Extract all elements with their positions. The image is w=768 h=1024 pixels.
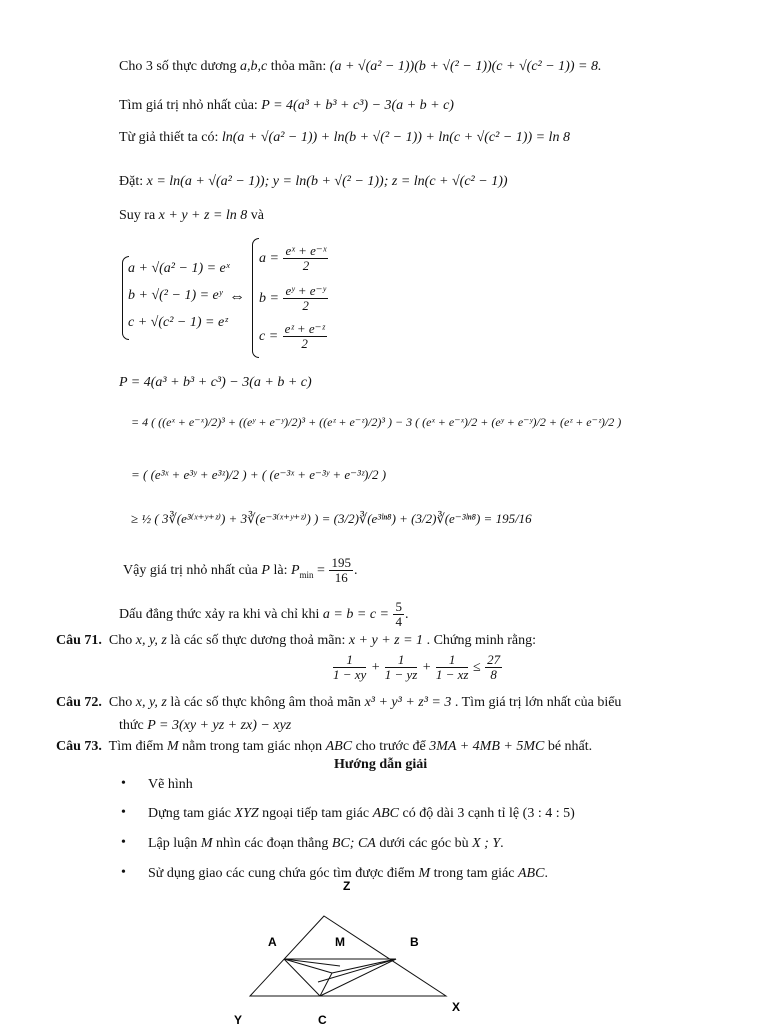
variables: x, y, z <box>135 633 167 648</box>
intro-line-1 <box>119 59 601 75</box>
lhs: c = <box>259 329 279 345</box>
intro-line-5 <box>119 208 264 224</box>
numerator: eˣ + e⁻ˣ <box>285 243 327 258</box>
numerator: 5 <box>395 599 402 614</box>
bullet-icon: • <box>121 805 126 820</box>
expression: P = 3(xy + yz + zx) − xyz <box>147 718 292 733</box>
step-text: dưới các góc bù <box>379 836 469 851</box>
intro-line-4 <box>119 174 508 190</box>
conclusion-line: Vậy giá trị nhỏ nhất của P là: $P_{min}$ = $\frac{195}{16}$ . <box>123 555 358 586</box>
question-73 <box>56 739 592 755</box>
step-text: nhìn các đoạn thẳng <box>216 836 329 851</box>
conclusion-text: là: <box>273 563 288 579</box>
bullet-icon: • <box>121 865 126 880</box>
calc-line-3: = ( (e³ˣ + e³ʸ + e³ᶻ)/2 ) + ( (e⁻³ˣ + e⁻³ʸ + e⁻³ᶻ)/2 ) <box>131 467 387 482</box>
step-text: có độ dài 3 cạnh tỉ lệ <box>402 806 520 821</box>
question-72-line-2 <box>119 718 291 734</box>
triangle-xyz <box>250 916 446 996</box>
numerator: eʸ + e⁻ʸ <box>285 283 326 298</box>
condition: x + y + z = 1 <box>348 633 424 648</box>
triangle-abc: ABC <box>325 739 353 754</box>
variables: x, y, z <box>135 695 167 710</box>
substitution: x = ln(a + √(a² − 1)); y = ln(b + √(² − 1)); z = ln(c + √(c² − 1)) <box>146 174 508 189</box>
intro-text: Cho 3 số thực dương <box>119 59 237 74</box>
triangle-abc: ABC <box>372 806 400 821</box>
arc-line <box>284 959 340 966</box>
system-right-3 <box>259 322 328 352</box>
fraction <box>436 653 469 683</box>
label-y: Y <box>234 1013 243 1024</box>
sum-equation: x + y + z = ln 8 <box>158 208 248 223</box>
denominator: 2 <box>301 336 308 352</box>
step-text: Lập luận <box>148 836 198 851</box>
denominator: 1 − xy <box>333 667 367 683</box>
min-subscript: min <box>299 569 314 580</box>
intro-line-3 <box>119 130 570 146</box>
angles: X ; Y <box>472 836 501 851</box>
label-b: B <box>410 935 419 949</box>
guide-step-3 <box>148 836 504 852</box>
equality-condition: a = b = c = <box>322 607 389 623</box>
calc-line-2: = 4 ( ((eˣ + e⁻ˣ)/2)³ + ((eʸ + e⁻ʸ)/2)³ + ((eᶻ + e⁻ᶻ)/2)³ ) − 3 ( (eˣ + e⁻ˣ)/2 + (eʸ + e⁻ʸ)/2 + (eᶻ + e⁻ᶻ)/2 ) <box>131 415 622 429</box>
triangle-abc: ABC <box>517 866 545 881</box>
p-min: P <box>290 563 300 579</box>
question-71 <box>56 633 536 649</box>
equality-line: Dấu đẳng thức xảy ra khi và chỉ khi a = b = c = $\frac{5}{4}$ . <box>119 599 409 630</box>
numerator: 195 <box>331 555 351 570</box>
question-text: . Tìm giá trị lớn nhất của biểu <box>454 695 622 710</box>
question-label: Câu 73. <box>56 739 102 754</box>
question-text: là các số thực dương thoả mãn: <box>170 633 346 648</box>
equality-fraction <box>393 600 404 630</box>
question-text: . Chứng minh rằng: <box>426 633 537 648</box>
bullet-icon: • <box>121 776 126 791</box>
condition: x³ + y³ + z³ = 3 <box>364 695 452 710</box>
point-m: M <box>200 836 213 851</box>
numerator: 27 <box>487 652 501 667</box>
bullet-icon: • <box>121 835 126 850</box>
question-text: cho trước để <box>355 739 426 754</box>
fraction <box>333 653 366 683</box>
step-text: . <box>500 836 504 851</box>
label-z: Z <box>343 879 351 893</box>
intro-text: Từ giả thiết ta có: <box>119 130 219 145</box>
guide-step-2 <box>148 806 575 822</box>
ratio: (3 : 4 : 5) <box>522 806 575 821</box>
intro-text: thỏa mãn: <box>270 59 327 74</box>
equality-text: Dấu đẳng thức xảy ra khi và chỉ khi <box>119 607 320 623</box>
label-c: C <box>318 1013 327 1024</box>
numerator: 1 <box>385 653 418 668</box>
system-left-3: c + √(c² − 1) = eᶻ <box>128 315 228 330</box>
label-x: X <box>452 1000 461 1014</box>
guide-step-1: Vẽ hình <box>148 777 193 792</box>
denominator: 8 <box>490 667 497 683</box>
question-text: Tìm điểm <box>108 739 164 754</box>
intro-line-2 <box>119 98 454 114</box>
point-m: M <box>166 739 179 754</box>
numerator: eᶻ + e⁻ᶻ <box>284 321 325 336</box>
denominator: 1 − xz <box>435 667 469 683</box>
calc-line-4: ≥ ½ ( 3∛(e³⁽ˣ⁺ʸ⁺ᶻ⁾) + 3∛(e⁻³⁽ˣ⁺ʸ⁺ᶻ⁾) ) = (3/2)∛(e³ˡⁿ⁸) + (3/2)∛(e⁻³ˡⁿ⁸) = 195/16 <box>131 511 532 526</box>
label-a: A <box>268 935 277 949</box>
guide-heading: Hướng dẫn giải <box>334 757 428 772</box>
segment-mb <box>332 959 396 973</box>
intro-text: Suy ra <box>119 208 156 223</box>
question-text: nằm trong tam giác nhọn <box>182 739 323 754</box>
label-m: M <box>335 935 345 949</box>
min-value-fraction <box>329 556 353 586</box>
fraction <box>283 322 327 352</box>
denominator: 2 <box>302 258 310 274</box>
intro-text: Tìm giá trị nhỏ nhất của: <box>119 98 258 113</box>
question-text: Cho <box>108 695 133 710</box>
denominator: 4 <box>395 614 402 630</box>
log-equation: ln(a + √(a² − 1)) + ln(b + √(² − 1)) + ln(c + √(c² − 1)) = ln 8 <box>221 130 570 145</box>
system-left-1: a + √(a² − 1) = eˣ <box>128 261 230 276</box>
step-text: ngoại tiếp tam giác <box>262 806 370 821</box>
system-right-2 <box>259 284 329 314</box>
intro-text: và <box>250 208 264 223</box>
question-text: là các số thực không âm thoả mãn <box>170 695 362 710</box>
objective-expression: P = 4(a³ + b³ + c³) − 3(a + b + c) <box>261 98 454 113</box>
arc-line <box>318 959 396 982</box>
numerator: 1 <box>333 653 366 668</box>
denominator: 2 <box>302 298 309 314</box>
question-72 <box>56 695 621 711</box>
triangle-figure <box>220 878 480 1024</box>
fraction <box>283 284 327 314</box>
question-text: thức <box>119 718 144 733</box>
triangle-xyz: XYZ <box>234 806 259 821</box>
right-brace <box>252 238 259 358</box>
lhs: a = <box>259 251 279 267</box>
variable-p: P <box>261 563 270 579</box>
conclusion-text: Vậy giá trị nhỏ nhất của <box>123 563 258 579</box>
step-text: . <box>544 866 548 881</box>
intro-text: Đặt: <box>119 174 144 189</box>
system-right-1 <box>259 244 329 274</box>
step-text: Sử dụng giao các cung chứa góc tìm được điểm <box>148 866 415 881</box>
fraction <box>385 653 418 683</box>
segments: BC; CA <box>331 836 376 851</box>
point-m: M <box>418 866 431 881</box>
q71-inequality: $\frac{1}{1 - xy}$ + $\frac{1}{1 - yz}$ + $\frac{1}{1 - xz}$ ≤ $\frac{27}{8}$ <box>333 652 501 683</box>
fraction <box>485 653 502 683</box>
equivalence-symbol: ⇔ <box>229 288 245 305</box>
step-text: Dựng tam giác <box>148 806 232 821</box>
fraction <box>283 244 328 274</box>
variables: a,b,c <box>239 59 268 74</box>
question-text: bé nhất. <box>547 739 593 754</box>
numerator: 1 <box>436 653 469 668</box>
system-left-2: b + √(² − 1) = eʸ <box>128 288 223 303</box>
given-condition: (a + √(a² − 1))(b + √(² − 1))(c + √(c² − 1)) = 8. <box>329 59 602 74</box>
question-text: Cho <box>108 633 133 648</box>
denominator: 1 − yz <box>384 667 418 683</box>
calc-line-1: P = 4(a³ + b³ + c³) − 3(a + b + c) <box>119 375 312 390</box>
step-text: trong tam giác <box>433 866 515 881</box>
lhs: b = <box>259 291 279 307</box>
denominator: 16 <box>334 570 348 586</box>
question-label: Câu 72. <box>56 695 102 710</box>
question-label: Câu 71. <box>56 633 102 648</box>
expression: 3MA + 4MB + 5MC <box>429 739 545 754</box>
